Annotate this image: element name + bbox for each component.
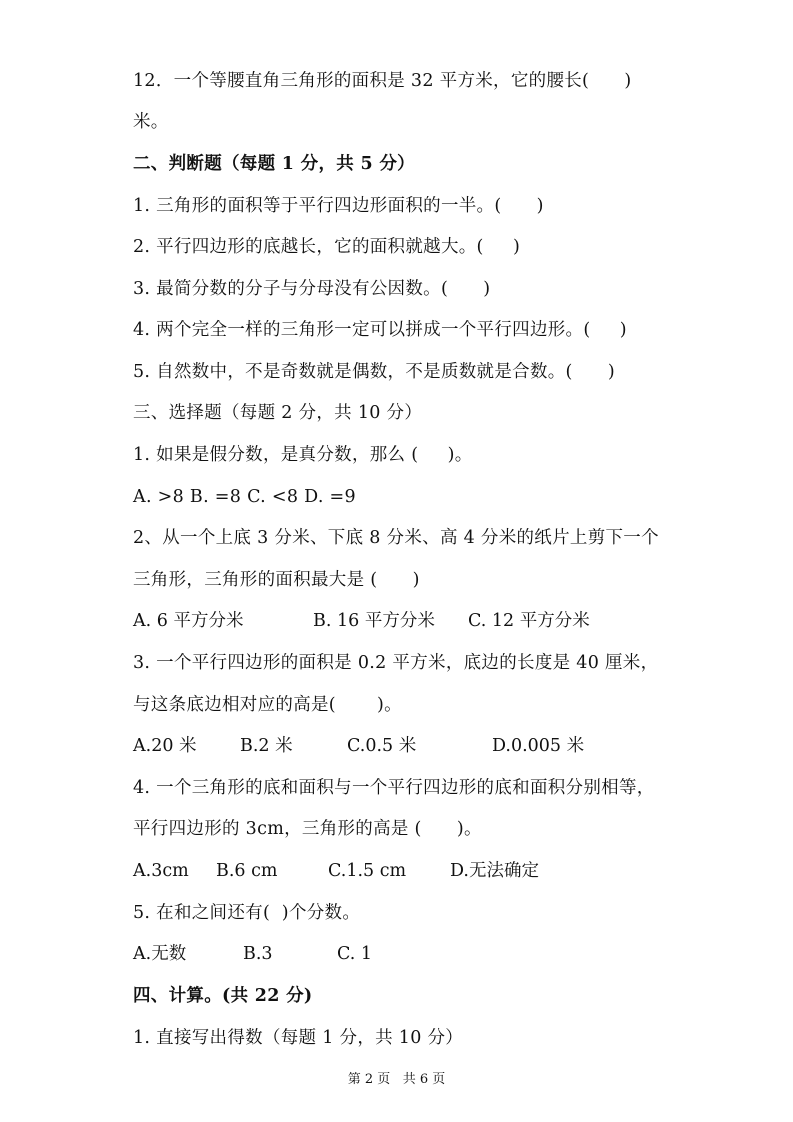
choice-5-option-a: A.无数 [133, 944, 187, 964]
choice-3-option-c: C.0.5 米 [347, 736, 417, 756]
section-2-title: 二、判断题（每题 1 分，共 5 分） [133, 154, 415, 174]
choice-2-option-c: C. 12 平方分米 [468, 611, 590, 631]
question-12-line-1: 12．一个等腰直角三角形的面积是 32 平方米，它的腰长( ) [133, 71, 632, 91]
choice-5-option-c: C. 1 [337, 944, 373, 964]
choice-1-options: A. >8 B. =8 C. <8 D. =9 [133, 487, 356, 507]
section-4-title: 四、计算。(共 22 分) [133, 986, 313, 1006]
section-3-title: 三、选择题（每题 2 分，共 10 分） [133, 403, 423, 423]
choice-2-line-1: 2、从一个上底 3 分米、下底 8 分米、高 4 分米的纸片上剪下一个 [133, 528, 659, 548]
page-footer: 第 2 页 共 6 页 [347, 1072, 446, 1087]
choice-3-option-d: D.0.005 米 [492, 736, 585, 756]
choice-4-option-a: A.3cm [133, 861, 189, 881]
choice-3-line-1: 3. 一个平行四边形的面积是 0.2 平方米，底边的长度是 40 厘米， [133, 653, 659, 673]
choice-3-option-b: B.2 米 [240, 736, 293, 756]
choice-4-line-1: 4. 一个三角形的底和面积与一个平行四边形的底和面积分别相等， [133, 778, 655, 798]
judgment-1: 1. 三角形的面积等于平行四边形面积的一半。( ) [133, 196, 544, 216]
judgment-4: 4. 两个完全一样的三角形一定可以拼成一个平行四边形。( ) [133, 320, 627, 340]
judgment-5: 5. 自然数中，不是奇数就是偶数，不是质数就是合数。( ) [133, 362, 615, 382]
choice-2-option-a: A. 6 平方分米 [133, 611, 244, 631]
judgment-3: 3. 最简分数的分子与分母没有公因数。( ) [133, 279, 491, 299]
choice-4-option-c: C.1.5 cm [328, 861, 407, 881]
choice-2-line-2: 三角形，三角形的面积最大是 ( ) [133, 570, 420, 590]
judgment-2: 2. 平行四边形的底越长，它的面积就越大。( ) [133, 237, 521, 257]
calculation-1: 1. 直接写出得数（每题 1 分，共 10 分） [133, 1028, 464, 1048]
choice-1: 1. 如果是假分数，是真分数，那么 ( )。 [133, 445, 473, 465]
choice-5: 5. 在和之间还有( )个分数。 [133, 903, 361, 923]
question-12-line-2: 米。 [133, 112, 169, 132]
choice-3-option-a: A.20 米 [133, 736, 197, 756]
choice-4-line-2: 平行四边形的 3cm，三角形的高是 ( )。 [133, 819, 482, 839]
choice-4-option-b: B.6 cm [216, 861, 278, 881]
choice-5-option-b: B.3 [243, 944, 273, 964]
choice-4-option-d: D.无法确定 [450, 861, 539, 881]
choice-3-line-2: 与这条底边相对应的高是( )。 [133, 695, 402, 715]
choice-2-option-b: B. 16 平方分米 [313, 611, 435, 631]
